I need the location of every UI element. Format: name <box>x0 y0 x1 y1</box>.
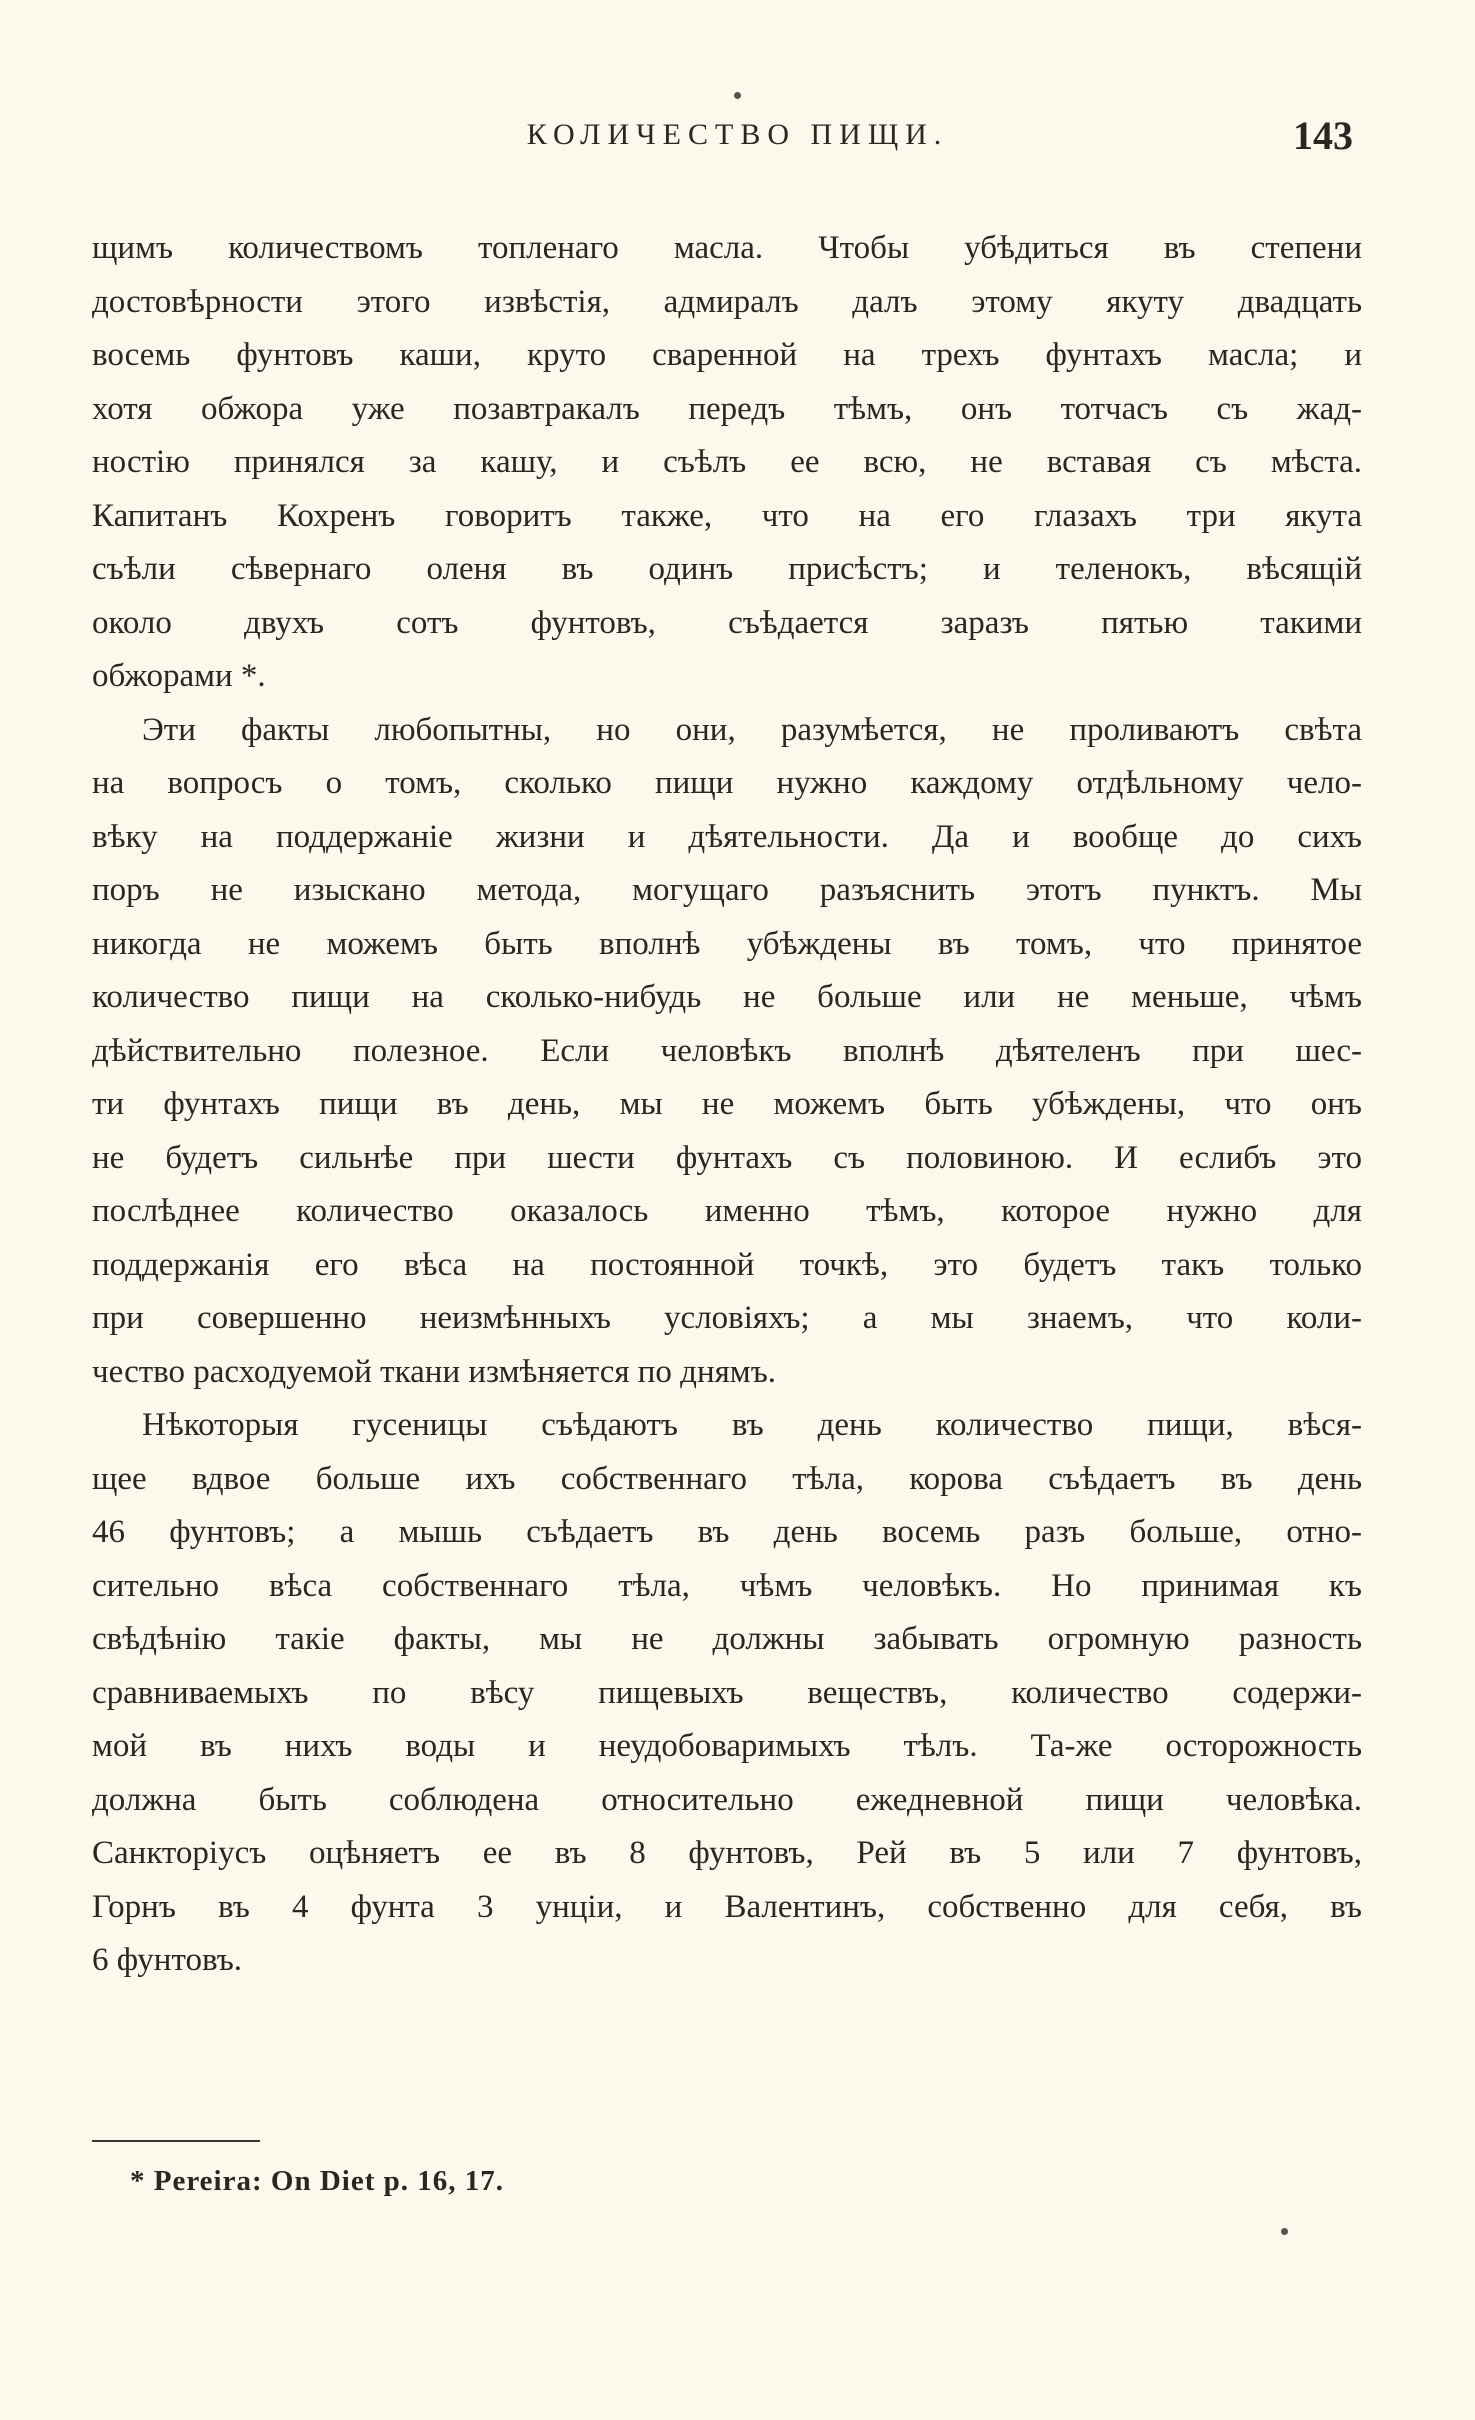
text-line: 46 фунтовъ; а мышь съѣдаетъ въ день восемь разъ больше, отно- <box>92 1514 1362 1550</box>
text-line: восемь фунтовъ каши, круто сваренной на трехъ фунтахъ масла; и <box>92 337 1362 373</box>
text-line: чество расходуемой ткани измѣняется по днямъ. <box>92 1353 777 1390</box>
text-line: Горнъ въ 4 фунта 3 унціи, и Валентинъ, собственно для себя, въ <box>92 1888 1362 1925</box>
text-line: обжорами *. <box>92 658 266 694</box>
page-number: 143 <box>1293 113 1353 158</box>
text-line: щимъ количествомъ топленаго масла. Чтобы убѣдиться въ степени <box>92 230 1362 266</box>
text-line: свѣдѣнію такіе факты, мы не должны забывать огромную разность <box>92 1621 1362 1657</box>
text-line: мой въ нихъ воды и неудобоваримыхъ тѣлъ. Та-же осторожность <box>92 1728 1362 1764</box>
text-line: на вопросъ о томъ, сколько пищи нужно каждому отдѣльному чело- <box>92 765 1362 801</box>
text-line: поръ не изыскано метода, могущаго разъяснить этотъ пунктъ. Мы <box>92 872 1362 908</box>
text-line: съѣли сѣвернаго оленя въ одинъ присѣстъ; и теленокъ, вѣсящій <box>92 551 1362 587</box>
text-line: сравниваемыхъ по вѣсу пищевыхъ веществъ, количество содержи- <box>92 1674 1362 1711</box>
footnote-rule <box>92 2140 260 2142</box>
text-line: щее вдвое больше ихъ собственнаго тѣла, корова съѣдаетъ въ день <box>92 1460 1362 1497</box>
text-line: Санкторіусъ оцѣняетъ ее въ 8 фунтовъ, Рей въ 5 или 7 фунтовъ, <box>92 1835 1362 1871</box>
print-speck <box>734 92 741 99</box>
text-line: вѣку на поддержаніе жизни и дѣятельности. Да и вообще до сихъ <box>92 818 1362 855</box>
text-line: около двухъ сотъ фунтовъ, съѣдается заразъ пятью такими <box>92 604 1362 641</box>
text-line: ностію принялся за кашу, и съѣлъ ее всю, не вставая съ мѣста. <box>92 444 1362 480</box>
text-line: сительно вѣса собственнаго тѣла, чѣмъ человѣкъ. Но принимая къ <box>92 1567 1362 1604</box>
footnote: * Pereira: On Diet p. 16, 17. <box>130 2165 504 2197</box>
body-text <box>92 222 1362 1988</box>
text-line: никогда не можемъ быть вполнѣ убѣждены въ томъ, что принятое <box>92 925 1362 962</box>
text-line: при совершенно неизмѣнныхъ условіяхъ; а мы знаемъ, что коли- <box>92 1300 1362 1336</box>
text-line: хотя обжора уже позавтракалъ передъ тѣмъ, онъ тотчасъ съ жад- <box>92 390 1362 427</box>
text-line: должна быть соблюдена относительно ежедневной пищи человѣка. <box>92 1781 1362 1818</box>
running-header <box>0 113 1475 168</box>
text-line: послѣднее количество оказалось именно тѣмъ, которое нужно для <box>92 1193 1362 1229</box>
text-line: дѣйствительно полезное. Если человѣкъ вполнѣ дѣятеленъ при шес- <box>92 1032 1362 1069</box>
text-line: ти фунтахъ пищи въ день, мы не можемъ быть убѣждены, что онъ <box>92 1086 1362 1122</box>
text-line: количество пищи на сколько-нибудь не больше или не меньше, чѣмъ <box>92 979 1362 1015</box>
text-line: Нѣкоторыя гусеницы съѣдаютъ въ день количество пищи, вѣся- <box>142 1407 1362 1443</box>
text-line: Эти факты любопытны, но они, разумѣется, не проливаютъ свѣта <box>142 711 1362 748</box>
text-line: поддержанія его вѣса на постоянной точкѣ, это будетъ такъ только <box>92 1246 1362 1283</box>
text-line: не будетъ сильнѣе при шести фунтахъ съ половиною. И еслибъ это <box>92 1139 1362 1176</box>
text-line: Капитанъ Кохренъ говоритъ также, что на его глазахъ три якута <box>92 497 1362 534</box>
text-line: достовѣрности этого извѣстія, адмиралъ далъ этому якуту двадцать <box>92 283 1362 320</box>
running-title: КОЛИЧЕСТВО ПИЩИ. <box>526 118 949 151</box>
text-line: 6 фунтовъ. <box>92 1942 243 1978</box>
print-speck <box>1281 2228 1288 2235</box>
